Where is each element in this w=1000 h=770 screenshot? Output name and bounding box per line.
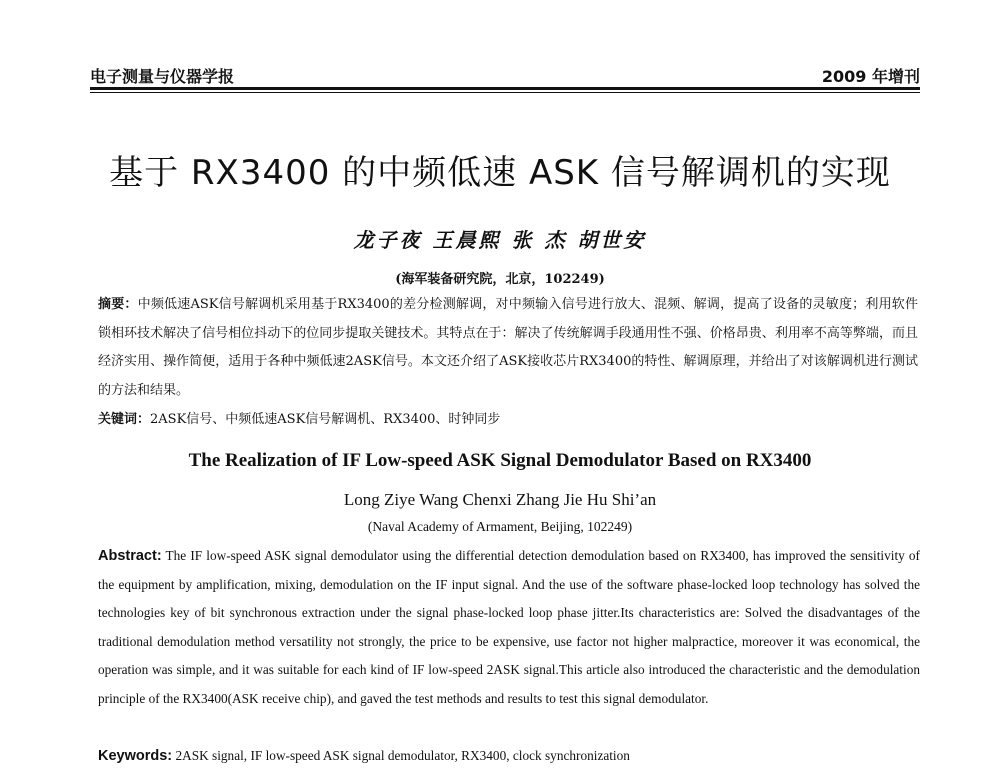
english-keywords-label: Keywords: [98,748,173,764]
running-head [90,64,920,86]
chinese-affiliation: (海军装备研究院，北京，102249) [395,272,605,287]
english-keywords-text: 2ASK signal, IF low-speed ASK signal demodulator, RX3400, clock synchronization [172,748,630,763]
english-authors: Long Ziye Wang Chenxi Zhang Jie Hu Shi’an [343,490,657,509]
english-keywords [98,742,920,770]
chinese-keywords-label: 关键词： [98,412,151,427]
english-affiliation: (Naval Academy of Armament, Beijing, 102249) [367,519,633,534]
header-rule-thick [90,87,920,90]
chinese-abstract [98,291,918,405]
chinese-abstract-label: 摘要： [98,297,138,312]
english-abstract-text: The IF low-speed ASK signal demodulator using the differential detection demodulation based on RX3400, has improved the sensitivity of the equipment by amplification, mixing, demodulation on the IF input signal. And the use of the software phase-locked loop technology has solved the technologies key of bit synchronous extraction under the signal phase-locked loop phase jitter.Its characteristics are: Solved the disadvantages of the traditional demodulation method versatility not strongly, the price to be expensive, use factor not higher malpractice, moreover it was economical, the operation was simple, and it was suitable for each kind of IF low-speed 2ASK signal.This article also introduced the characteristic and the demodulation principle of the RX3400(ASK receive chip), and gaved the test methods and results to test this signal demodulator. [98,548,920,706]
issue-label: 2009 年增刊 [821,67,920,86]
chinese-authors: 龙子夜 王晨熙 张 杰 胡世安 [353,228,647,252]
chinese-abstract-text: 中频低速ASK信号解调机采用基于RX3400的差分检测解调，对中频输入信号进行放大、混频、解调，提高了设备的灵敏度；利用软件锁相环技术解决了信号相位抖动下的位同步提取关键技术。其特点在于：解决了传统解调手段通用性不强、价格昂贵、利用率不高等弊端，而且经济实用、操作简便，适用于各种中频低速2ASK信号。本文还介绍了ASK接收芯片RX3400的特性、解调原理，并给出了对该解调机进行测试的方法和结果。 [98,297,918,398]
chinese-title: 基于 RX3400 的中频低速 ASK 信号解调机的实现 [109,153,891,193]
english-title: The Realization of IF Low-speed ASK Signal Demodulator Based on RX3400 [188,450,812,471]
journal-name: 电子测量与仪器学报 [90,67,235,86]
english-abstract-label: Abstract: [98,548,162,564]
header-rule-thin [90,92,920,93]
english-abstract [98,542,920,713]
chinese-keywords [98,406,918,434]
chinese-keywords-text: 2ASK信号、中频低速ASK信号解调机、RX3400、时钟同步 [150,412,501,427]
